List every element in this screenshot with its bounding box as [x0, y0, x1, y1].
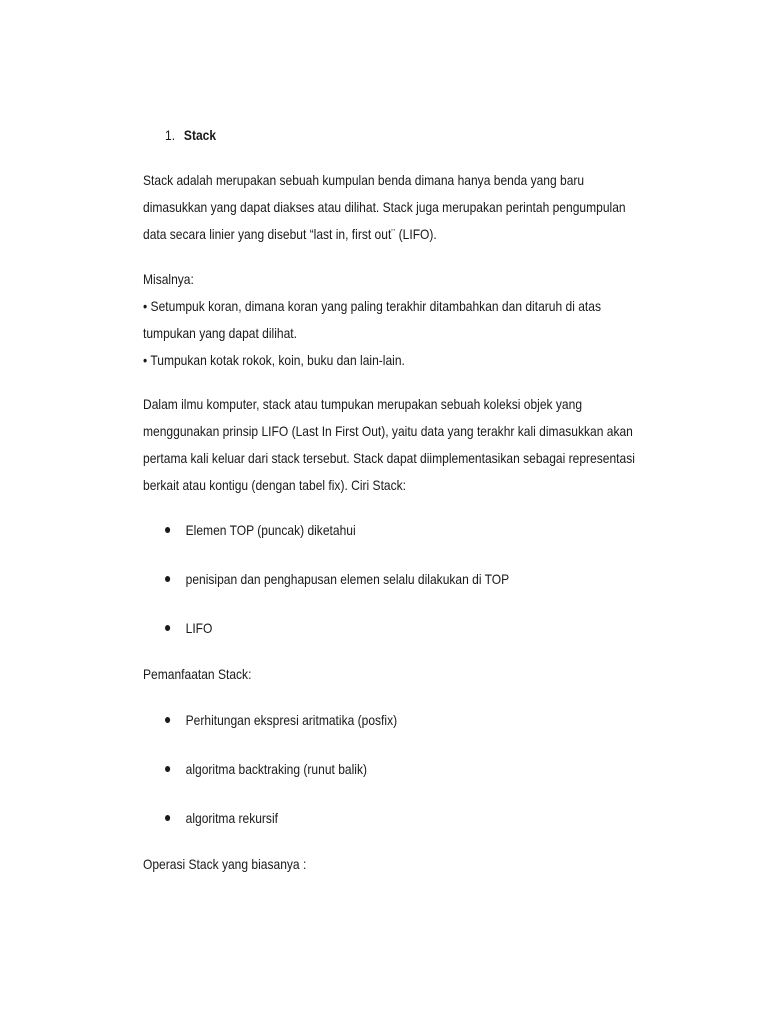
definition-paragraph: [143, 391, 642, 499]
pemanfaatan-label: [143, 661, 642, 688]
list-item-text: algoritma backtraking (runut balik): [185, 761, 367, 777]
bullet-icon: [165, 527, 170, 533]
list-item: [165, 620, 212, 636]
heading-title: Stack: [183, 127, 217, 143]
pemanfaatan-label-text: Pemanfaatan Stack:: [143, 666, 252, 682]
intro-paragraph: [143, 167, 642, 248]
list-item-text: Elemen TOP (puncak) diketahui: [185, 522, 356, 538]
definition-line: Dalam ilmu komputer, stack atau tumpukan merupakan sebuah koleksi objek yang: [143, 396, 583, 412]
intro-line: Stack adalah merupakan sebuah kumpulan benda dimana hanya benda yang baru: [143, 172, 585, 188]
list-item-text: penisipan dan penghapusan elemen selalu dilakukan di TOP: [185, 571, 510, 587]
section-heading: [165, 127, 216, 143]
list-item: [165, 761, 367, 777]
intro-line: dimasukkan yang dapat diakses atau dilihat. Stack juga merupakan perintah pengumpulan: [143, 199, 626, 215]
example-paragraph: [143, 266, 642, 374]
bullet-icon: [165, 815, 170, 821]
bullet-icon: [165, 717, 170, 723]
list-item-text: algoritma rekursif: [185, 810, 278, 826]
operasi-label: [143, 851, 642, 878]
bullet-icon: [165, 766, 170, 772]
list-item: [165, 571, 509, 587]
intro-line: data secara linier yang disebut “last in, first out¨ (LIFO).: [143, 226, 437, 242]
definition-line: berkait atau kontigu (dengan tabel fix). Ciri Stack:: [143, 477, 407, 493]
example-line: • Tumpukan kotak rokok, koin, buku dan lain-lain.: [143, 352, 405, 368]
definition-line: menggunakan prinsip LIFO (Last In First Out), yaitu data yang terakhr kali dimasukkan akan: [143, 423, 633, 439]
heading-number: 1.: [165, 127, 176, 143]
operasi-label-text: Operasi Stack yang biasanya :: [143, 856, 307, 872]
list-item-text: Perhitungan ekspresi aritmatika (posfix): [185, 712, 398, 728]
list-item: [165, 712, 397, 728]
list-item-text: LIFO: [185, 620, 213, 636]
example-line: Misalnya:: [143, 271, 194, 287]
example-line: • Setumpuk koran, dimana koran yang paling terakhir ditambahkan dan ditaruh di atas: [143, 298, 602, 314]
list-item: [165, 810, 278, 826]
bullet-icon: [165, 576, 170, 582]
definition-line: pertama kali keluar dari stack tersebut. Stack dapat diimplementasikan sebagai representasi: [143, 450, 635, 466]
bullet-icon: [165, 625, 170, 631]
list-item: [165, 522, 356, 538]
example-line: tumpukan yang dapat dilihat.: [143, 325, 297, 341]
